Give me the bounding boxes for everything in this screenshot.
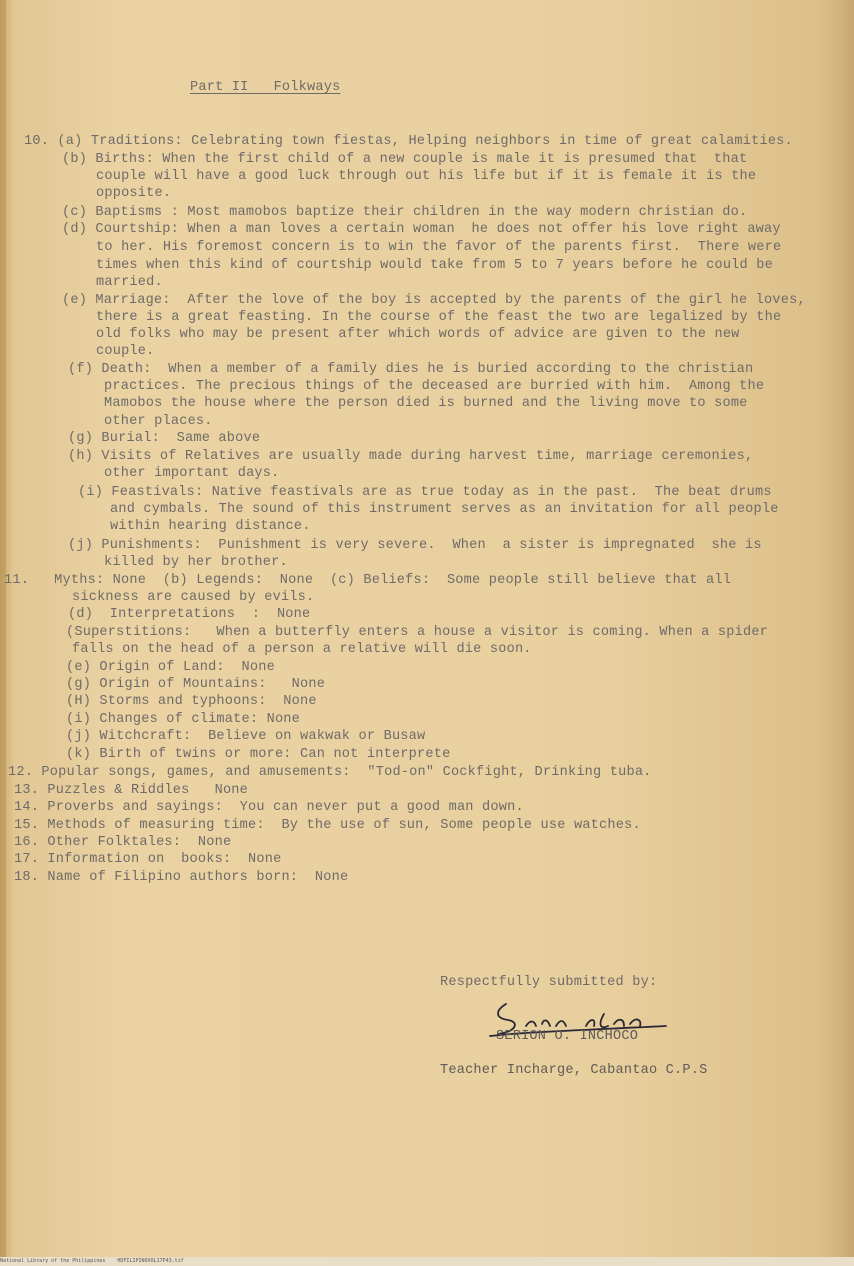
text-line: 10. (a) Traditions: Celebrating town fiestas, Helping neighbors in time of great calamities. — [24, 134, 793, 149]
text-line: (e) Origin of Land: None — [66, 660, 275, 675]
text-line: sickness are caused by evils. — [72, 590, 315, 605]
text-line: (f) Death: When a member of a family dies he is buried according to the christian — [68, 362, 754, 377]
text-line: 14. Proverbs and sayings: You can never put a good man down. — [14, 800, 524, 815]
text-line: (j) Punishments: Punishment is very severe. When a sister is impregnated she is — [68, 538, 762, 553]
text-line: falls on the head of a person a relative will die soon. — [72, 642, 532, 657]
text-line: and cymbals. The sound of this instrument serves as an invitation for all people — [110, 502, 779, 517]
paper-edge-shadow — [0, 0, 6, 1266]
page-title: Part II Folkways — [190, 80, 341, 95]
text-line: (d) Courtship: When a man loves a certain woman he does not offer his love right away — [62, 222, 781, 237]
text-line: (j) Witchcraft: Believe on wakwak or Busaw — [66, 729, 426, 744]
text-line: (b) Births: When the first child of a new couple is male it is presumed that that — [62, 152, 748, 167]
text-line: practices. The precious things of the deceased are burried with him. Among the — [104, 379, 765, 394]
text-line: married. — [96, 275, 163, 290]
text-line: couple. — [96, 344, 155, 359]
text-line: 18. Name of Filipino authors born: None — [14, 870, 349, 885]
text-line: couple will have a good luck through out his life but if it is female it is the — [96, 169, 757, 184]
text-line: 12. Popular songs, games, and amusements: "Tod-on" Cockfight, Drinking tuba. — [8, 765, 652, 780]
text-line: (c) Baptisms : Most mamobos baptize their children in the way modern christian do. — [62, 205, 748, 220]
text-line: opposite. — [96, 186, 172, 201]
text-line: to her. His foremost concern is to win the favor of the parents first. There were — [96, 240, 782, 255]
archive-footer: National Library of the Philippines HDFILIPINOVOL17P43.tif — [0, 1257, 854, 1266]
closing-text: Respectfully submitted by: — [440, 975, 658, 990]
text-line: there is a great feasting. In the course of the feast the two are legalized by the — [96, 310, 782, 325]
text-line: other important days. — [104, 466, 280, 481]
text-line: 11. Myths: None (b) Legends: None (c) Beliefs: Some people still believe that all — [4, 573, 732, 588]
signatory-name: SERION O. INCHOCO — [496, 1029, 639, 1044]
text-line: (g) Origin of Mountains: None — [66, 677, 326, 692]
text-line: (e) Marriage: After the love of the boy is accepted by the parents of the girl he loves, — [62, 293, 806, 308]
text-line: (k) Birth of twins or more: Can not interprete — [66, 747, 451, 762]
text-line: (Superstitions: When a butterfly enters a house a visitor is coming. When a spider — [66, 625, 769, 640]
text-line: (H) Storms and typhoons: None — [66, 694, 317, 709]
text-line: (h) Visits of Relatives are usually made during harvest time, marriage ceremonies, — [68, 449, 754, 464]
text-line: 15. Methods of measuring time: By the use of sun, Some people use watches. — [14, 818, 641, 833]
text-line: other places. — [104, 414, 213, 429]
text-line: (i) Feastivals: Native feastivals are as true today as in the past. The beat drums — [78, 485, 772, 500]
text-line: (i) Changes of climate: None — [66, 712, 301, 727]
text-line: 13. Puzzles & Riddles None — [14, 783, 249, 798]
signatory-title: Teacher Incharge, Cabantao C.P.S — [440, 1063, 708, 1078]
text-line: within hearing distance. — [110, 519, 311, 534]
text-line: (g) Burial: Same above — [68, 431, 261, 446]
text-line: killed by her brother. — [104, 555, 288, 570]
text-line: times when this kind of courtship would take from 5 to 7 years before he could be — [96, 258, 773, 273]
text-line: Mamobos the house where the person died is burned and the living move to some — [104, 396, 748, 411]
text-line: 17. Information on books: None — [14, 852, 282, 867]
text-line: 16. Other Folktales: None — [14, 835, 232, 850]
text-line: old folks who may be present after which words of advice are given to the new — [96, 327, 740, 342]
text-line: (d) Interpretations : None — [68, 607, 311, 622]
